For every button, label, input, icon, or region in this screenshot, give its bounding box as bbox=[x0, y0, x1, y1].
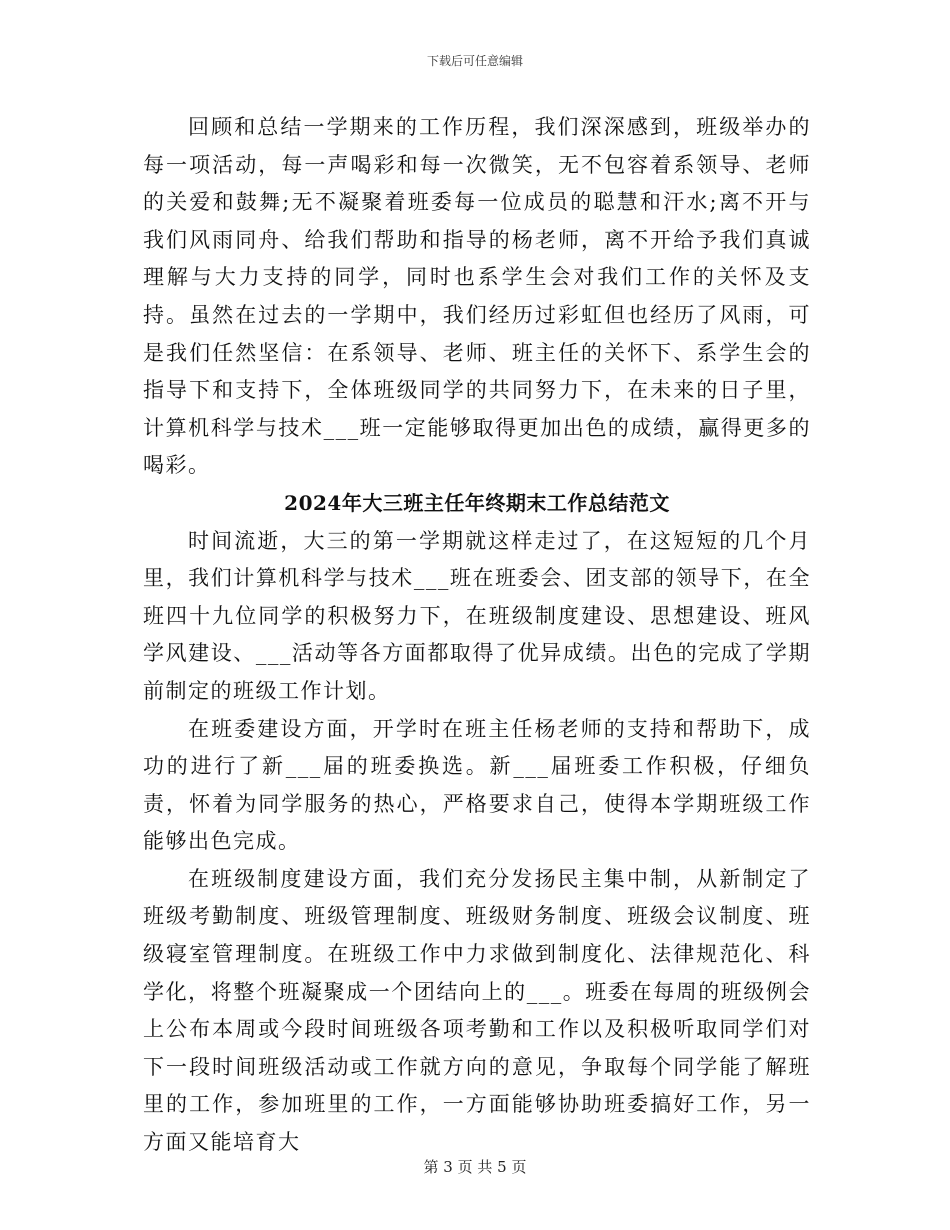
paragraph-rules: 在班级制度建设方面，我们充分发扬民主集中制，从新制定了班级考勤制度、班级管理制度、班级财务制度、班级会议制度、班级寝室管理制度。在班级工作中力求做到制度化、法律规范化、科学化，将整个班凝聚成一个团结向上的___。班委在每周的班级例会上公布本周或今段时间班级各项考勤和工作以及积极听取同学们对下一段时间班级活动或工作就方向的意见，争取每个同学能了解班里的工作，参加班里的工作，一方面能够协助班委搞好工作，另一方面又能培育大 bbox=[143, 866, 811, 1155]
paragraph-review: 回顾和总结一学期来的工作历程，我们深深感到，班级举办的每一项活动，每一声喝彩和每一次微笑，无不包容着系领导、老师的关爱和鼓舞;无不凝聚着班委每一位成员的聪慧和汗水;离不开与我们风雨同舟、给我们帮助和指导的杨老师，离不开给予我们真诚理解与大力支持的同学，同时也系学生会对我们工作的关怀及支持。虽然在过去的一学期中，我们经历过彩虹但也经历了风雨，可是我们任然坚信：在系领导、老师、班主任的关怀下、系学生会的指导下和支持下，全体班级同学的共同努力下，在未来的日子里，计算机科学与技术___班一定能够取得更加出色的成绩，赢得更多的喝彩。 bbox=[143, 115, 811, 478]
paragraph-committee: 在班委建设方面，开学时在班主任杨老师的支持和帮助下，成功的进行了新___届的班委换选。新___届班委工作积极，仔细负责，怀着为同学服务的热心，严格要求自己，使得本学期班级工作能够出色完成。 bbox=[143, 716, 811, 854]
page-header-note: 下载后可任意编辑 bbox=[426, 54, 523, 68]
paragraph-intro: 时间流逝，大三的第一学期就这样走过了，在这短短的几个月里，我们计算机科学与技术___班在班委会、团支部的领导下，在全班四十九位同学的积极努力下，在班级制度建设、思想建设、班风学风建设、___活动等各方面都取得了优异成绩。出色的完成了学期前制定的班级工作计划。 bbox=[143, 528, 811, 703]
section-title: 2024年大三班主任年终期末工作总结范文 bbox=[284, 490, 670, 515]
document-body bbox=[143, 109, 811, 1162]
page-number: 第 3 页 共 5 页 bbox=[423, 1158, 527, 1176]
